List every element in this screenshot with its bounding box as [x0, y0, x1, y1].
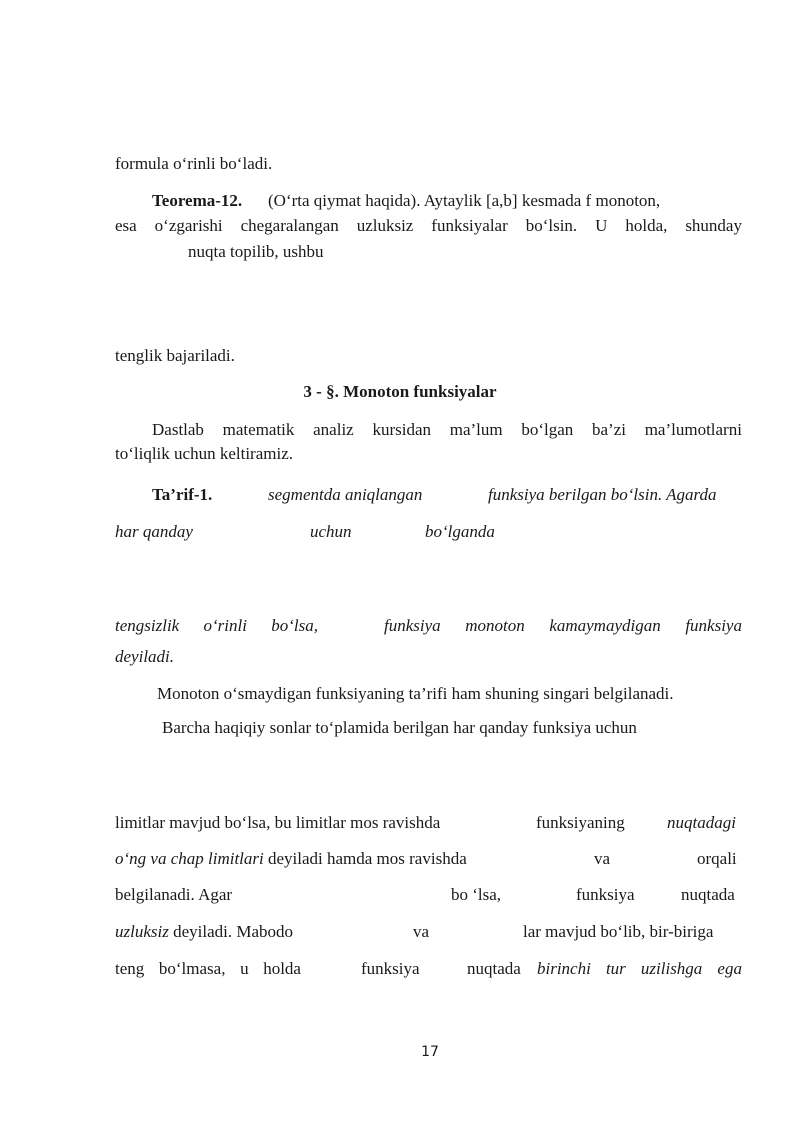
- definition-for-text: uchun: [310, 522, 352, 541]
- limit-line-2d: orqali: [697, 849, 737, 868]
- word: u: [240, 959, 249, 978]
- word: ma’lum: [449, 420, 503, 439]
- word: holda,: [625, 216, 668, 235]
- word: monoton: [465, 616, 525, 635]
- word: o‘rinli: [203, 616, 247, 635]
- first-kind-discontinuity-term: [537, 958, 742, 980]
- word: funksiyalar: [431, 216, 508, 235]
- word: esa: [115, 216, 137, 235]
- limit-line-1c: nuqtadagi: [667, 813, 736, 832]
- continuous-term: uzluksiz: [115, 922, 169, 941]
- paragraph-real-numbers: Barcha haqiqiy sonlar to‘plamida berilgan har qanday funksiya uchun: [162, 718, 637, 737]
- definition-function-text: funksiya berilgan bo‘lsin. Agarda: [488, 485, 717, 504]
- definition-label: Ta’rif-1.: [152, 485, 213, 504]
- word: ma’lumotlarni: [644, 420, 742, 439]
- equality-holds-text: tenglik bajariladi.: [115, 346, 235, 365]
- definition-when-text: bo‘lganda: [425, 522, 495, 541]
- word: bo‘lgan: [521, 420, 574, 439]
- word: uzluksiz: [356, 216, 414, 235]
- theorem-line-2: [115, 215, 742, 237]
- word: o‘zgarishi: [154, 216, 223, 235]
- definition-any-text: har qanday: [115, 522, 193, 541]
- limit-line-5a: [115, 958, 301, 980]
- definition-segment-text: segmentda aniqlangan: [268, 485, 423, 504]
- intro-line-1: [152, 419, 742, 441]
- word: ega: [717, 959, 742, 978]
- word: tur: [605, 959, 626, 978]
- text-formula-valid: formula o‘rinli bo‘ladi.: [115, 154, 273, 173]
- page-number: 17: [421, 1044, 439, 1060]
- theorem-line-3: nuqta topilib, ushbu: [188, 242, 324, 261]
- word: kursidan: [372, 420, 431, 439]
- section-title: 3 - §. Monoton funksiyalar: [303, 382, 497, 401]
- word: funksiya: [384, 616, 441, 635]
- intro-line-2: to‘liqlik uchun keltiramiz.: [115, 444, 293, 463]
- limit-line-5c: nuqtada: [467, 959, 521, 978]
- limit-line-3c: funksiya: [576, 885, 635, 904]
- word: uzilishga: [640, 959, 703, 978]
- limit-line-3a: belgilanadi. Agar: [115, 885, 233, 904]
- word: chegaralangan: [240, 216, 339, 235]
- limit-line-3b: bo ‘lsa,: [451, 885, 502, 904]
- text-fragment: deyiladi hamda mos ravishda: [263, 849, 467, 868]
- limit-line-4c: va: [413, 922, 430, 941]
- limit-line-1a: limitlar mavjud bo‘lsa, bu limitlar mos ravishda: [115, 813, 441, 832]
- theorem-label: Teorema-12.: [152, 191, 243, 210]
- word: holda: [263, 959, 301, 978]
- right-left-limits-term: o‘ng va chap limitlari: [115, 849, 264, 868]
- text-fragment: deyiladi. Mabodo: [168, 922, 294, 941]
- definition-inequality-text: [115, 615, 318, 637]
- limit-line-2c: va: [594, 849, 611, 868]
- limit-line-3d: nuqtada: [681, 885, 735, 904]
- word: teng: [115, 959, 145, 978]
- limit-line-2a: [115, 848, 467, 870]
- word: birinchi: [537, 959, 591, 978]
- word: funksiya: [685, 616, 742, 635]
- word: Dastlab: [152, 420, 204, 439]
- limit-line-4d: lar mavjud bo‘lib, bir-biriga: [523, 922, 714, 941]
- paragraph-monotone-nonincreasing: Monoton o‘smaydigan funksiyaning ta’rifi ham shuning singari belgilanadi.: [157, 684, 674, 703]
- definition-monotone-text: [384, 615, 742, 637]
- word: ba’zi: [591, 420, 626, 439]
- limit-line-1b: funksiyaning: [536, 813, 625, 832]
- definition-called-text: deyiladi.: [115, 647, 175, 666]
- word: shunday: [685, 216, 742, 235]
- word: kamaymaydigan: [549, 616, 661, 635]
- word: bo‘lsa,: [271, 616, 318, 635]
- word: U: [595, 216, 608, 235]
- word: matematik: [222, 420, 295, 439]
- word: analiz: [313, 420, 354, 439]
- word: bo‘lmasa,: [158, 959, 226, 978]
- word: tengsizlik: [115, 616, 180, 635]
- theorem-line-1: (O‘rta qiymat haqida). Aytaylik [a,b] kesmada f monoton,: [268, 191, 661, 210]
- limit-line-4a: [115, 921, 293, 943]
- limit-line-5b: funksiya: [361, 959, 420, 978]
- word: bo‘lsin.: [525, 216, 578, 235]
